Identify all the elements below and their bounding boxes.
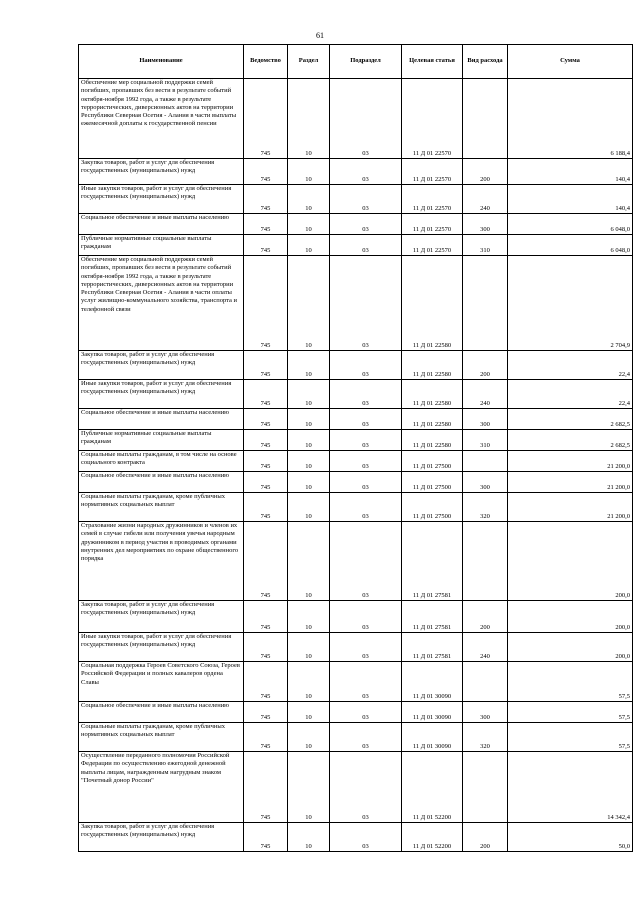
- cell-razdel: 10: [288, 522, 330, 601]
- table-row: [79, 662, 633, 702]
- cell-razdel: 10: [288, 451, 330, 472]
- budget-table: [78, 44, 633, 852]
- page-number: 61: [316, 31, 324, 40]
- cell-vedomstvo: 745: [244, 633, 288, 662]
- cell-summa: 200,0: [508, 522, 633, 601]
- cell-summa: 22,4: [508, 351, 633, 380]
- cell-vedomstvo: 745: [244, 493, 288, 522]
- cell-razdel: 10: [288, 662, 330, 702]
- cell-celevaya: 11 Д 01 22580: [402, 380, 463, 409]
- cell-vedomstvo: 745: [244, 451, 288, 472]
- table-row: [79, 159, 633, 185]
- cell-razdel: 10: [288, 723, 330, 752]
- cell-razdel: 10: [288, 633, 330, 662]
- cell-vid: 320: [463, 723, 508, 752]
- cell-summa: 2 682,5: [508, 409, 633, 430]
- cell-name: Социальное обеспечение и иные выплаты населению: [79, 409, 244, 430]
- cell-vid: 300: [463, 409, 508, 430]
- cell-vid: [463, 256, 508, 351]
- cell-celevaya: 11 Д 01 22580: [402, 351, 463, 380]
- cell-vid: 240: [463, 633, 508, 662]
- cell-vedomstvo: 745: [244, 256, 288, 351]
- cell-summa: 22,4: [508, 380, 633, 409]
- cell-razdel: 10: [288, 351, 330, 380]
- cell-celevaya: 11 Д 01 30090: [402, 702, 463, 723]
- cell-podrazdel: 03: [330, 430, 402, 451]
- cell-podrazdel: 03: [330, 409, 402, 430]
- table-row: [79, 256, 633, 351]
- cell-summa: 21 200,0: [508, 493, 633, 522]
- cell-summa: 50,0: [508, 823, 633, 852]
- cell-vedomstvo: 745: [244, 79, 288, 159]
- cell-vid: [463, 662, 508, 702]
- cell-summa: 57,5: [508, 662, 633, 702]
- cell-summa: 6 048,0: [508, 235, 633, 256]
- cell-vedomstvo: 745: [244, 823, 288, 852]
- cell-celevaya: 11 Д 01 27581: [402, 522, 463, 601]
- cell-summa: 6 188,4: [508, 79, 633, 159]
- cell-summa: 57,5: [508, 723, 633, 752]
- table-row: [79, 522, 633, 601]
- cell-celevaya: 11 Д 01 27500: [402, 493, 463, 522]
- cell-vedomstvo: 745: [244, 522, 288, 601]
- cell-vid: 320: [463, 493, 508, 522]
- cell-razdel: 10: [288, 409, 330, 430]
- cell-podrazdel: 03: [330, 185, 402, 214]
- cell-vid: 200: [463, 823, 508, 852]
- cell-vid: 200: [463, 351, 508, 380]
- cell-vid: 240: [463, 185, 508, 214]
- header-podrazdel: Подраздел: [330, 45, 402, 79]
- cell-vedomstvo: 745: [244, 723, 288, 752]
- cell-razdel: 10: [288, 472, 330, 493]
- cell-celevaya: 11 Д 01 52200: [402, 752, 463, 823]
- table-row: [79, 451, 633, 472]
- cell-name: Осуществление переданного полномочия Российской Федерации по осуществлению ежегодной денежной выплаты лицам, награжденным нагрудным знаком "Почетный донор России": [79, 752, 244, 823]
- cell-name: Социальное обеспечение и иные выплаты населению: [79, 472, 244, 493]
- cell-razdel: 10: [288, 752, 330, 823]
- cell-vedomstvo: 745: [244, 185, 288, 214]
- cell-vedomstvo: 745: [244, 235, 288, 256]
- cell-vedomstvo: 745: [244, 380, 288, 409]
- table-row: [79, 351, 633, 380]
- header-razdel: Раздел: [288, 45, 330, 79]
- cell-celevaya: 11 Д 01 27581: [402, 601, 463, 633]
- cell-podrazdel: 03: [330, 662, 402, 702]
- cell-podrazdel: 03: [330, 214, 402, 235]
- cell-vid: 300: [463, 702, 508, 723]
- table-row: [79, 79, 633, 159]
- cell-name: Иные закупки товаров, работ и услуг для обеспечения государственных (муниципальных) нужд: [79, 633, 244, 662]
- cell-podrazdel: 03: [330, 702, 402, 723]
- cell-name: Иные закупки товаров, работ и услуг для обеспечения государственных (муниципальных) нужд: [79, 185, 244, 214]
- cell-vedomstvo: 745: [244, 214, 288, 235]
- cell-celevaya: 11 Д 01 30090: [402, 723, 463, 752]
- table-row: [79, 752, 633, 823]
- cell-vedomstvo: 745: [244, 430, 288, 451]
- table-row: [79, 214, 633, 235]
- cell-name: Социальные выплаты гражданам, кроме публичных нормативных социальных выплат: [79, 723, 244, 752]
- cell-celevaya: 11 Д 01 27581: [402, 633, 463, 662]
- cell-vid: 300: [463, 214, 508, 235]
- header-vid: Вид расхода: [463, 45, 508, 79]
- cell-podrazdel: 03: [330, 235, 402, 256]
- cell-razdel: 10: [288, 493, 330, 522]
- cell-podrazdel: 03: [330, 380, 402, 409]
- cell-name: Социальная поддержка Героев Советского Союза, Героев Российской Федерации и полных кавалеров ордена Славы: [79, 662, 244, 702]
- cell-vid: 240: [463, 380, 508, 409]
- cell-vedomstvo: 745: [244, 752, 288, 823]
- cell-vedomstvo: 745: [244, 702, 288, 723]
- header-vedomstvo: Ведомство: [244, 45, 288, 79]
- cell-celevaya: 11 Д 01 22570: [402, 214, 463, 235]
- cell-celevaya: 11 Д 01 27500: [402, 472, 463, 493]
- cell-name: Закупка товаров, работ и услуг для обеспечения государственных (муниципальных) нужд: [79, 601, 244, 633]
- table-row: [79, 472, 633, 493]
- cell-vid: 310: [463, 235, 508, 256]
- cell-summa: 2 682,5: [508, 430, 633, 451]
- cell-celevaya: 11 Д 01 22580: [402, 409, 463, 430]
- cell-summa: 200,0: [508, 633, 633, 662]
- cell-name: Закупка товаров, работ и услуг для обеспечения государственных (муниципальных) нужд: [79, 159, 244, 185]
- cell-razdel: 10: [288, 601, 330, 633]
- cell-summa: 2 704,9: [508, 256, 633, 351]
- cell-podrazdel: 03: [330, 493, 402, 522]
- cell-razdel: 10: [288, 380, 330, 409]
- table-row: [79, 823, 633, 852]
- table-row: [79, 601, 633, 633]
- cell-summa: 57,5: [508, 702, 633, 723]
- header-summa: Сумма: [508, 45, 633, 79]
- cell-vedomstvo: 745: [244, 662, 288, 702]
- cell-podrazdel: 03: [330, 351, 402, 380]
- cell-razdel: 10: [288, 430, 330, 451]
- cell-podrazdel: 03: [330, 451, 402, 472]
- cell-celevaya: 11 Д 01 22580: [402, 256, 463, 351]
- cell-razdel: 10: [288, 159, 330, 185]
- cell-summa: 21 200,0: [508, 472, 633, 493]
- cell-name: Иные закупки товаров, работ и услуг для обеспечения государственных (муниципальных) нужд: [79, 380, 244, 409]
- cell-celevaya: 11 Д 01 22570: [402, 235, 463, 256]
- cell-celevaya: 11 Д 01 52200: [402, 823, 463, 852]
- cell-podrazdel: 03: [330, 723, 402, 752]
- cell-vid: [463, 451, 508, 472]
- cell-razdel: 10: [288, 702, 330, 723]
- table-row: [79, 723, 633, 752]
- cell-podrazdel: 03: [330, 601, 402, 633]
- cell-podrazdel: 03: [330, 79, 402, 159]
- table-row: [79, 185, 633, 214]
- cell-podrazdel: 03: [330, 256, 402, 351]
- cell-vedomstvo: 745: [244, 409, 288, 430]
- cell-vid: [463, 522, 508, 601]
- table-header-row: [79, 45, 633, 79]
- cell-celevaya: 11 Д 01 27500: [402, 451, 463, 472]
- table-row: [79, 702, 633, 723]
- table-row: [79, 235, 633, 256]
- cell-name: Обеспечение мер социальной поддержки семей погибших, пропавших без вести в результате событий октября-ноября 1992 года, а также в результате террористических, диверсионных актов на территории Республики Северная Осетия - Алания в части выплаты ежемесячной доплаты к государственной пенсии: [79, 79, 244, 159]
- cell-podrazdel: 03: [330, 522, 402, 601]
- cell-podrazdel: 03: [330, 633, 402, 662]
- cell-name: Социальные выплаты гражданам, в том числе на основе социального контракта: [79, 451, 244, 472]
- cell-vid: 310: [463, 430, 508, 451]
- table-row: [79, 380, 633, 409]
- cell-celevaya: 11 Д 01 22570: [402, 159, 463, 185]
- cell-summa: 140,4: [508, 185, 633, 214]
- cell-razdel: 10: [288, 79, 330, 159]
- cell-summa: 6 048,0: [508, 214, 633, 235]
- cell-celevaya: 11 Д 01 22570: [402, 79, 463, 159]
- cell-name: Публичные нормативные социальные выплаты гражданам: [79, 235, 244, 256]
- cell-name: Социальное обеспечение и иные выплаты населению: [79, 702, 244, 723]
- cell-razdel: 10: [288, 185, 330, 214]
- cell-vedomstvo: 745: [244, 351, 288, 380]
- cell-celevaya: 11 Д 01 30090: [402, 662, 463, 702]
- cell-podrazdel: 03: [330, 472, 402, 493]
- header-celevaya: Целевая статья: [402, 45, 463, 79]
- cell-vid: 200: [463, 159, 508, 185]
- cell-name: Социальные выплаты гражданам, кроме публичных нормативных социальных выплат: [79, 493, 244, 522]
- cell-vedomstvo: 745: [244, 159, 288, 185]
- cell-name: Страхование жизни народных дружинников и членов их семей в случае гибели или получения увечья народным дружинником в период участия в проводимых органами внутренних дел мероприятиях по охране общественного порядка: [79, 522, 244, 601]
- cell-podrazdel: 03: [330, 752, 402, 823]
- cell-vid: [463, 752, 508, 823]
- cell-summa: 21 200,0: [508, 451, 633, 472]
- cell-vedomstvo: 745: [244, 601, 288, 633]
- cell-podrazdel: 03: [330, 823, 402, 852]
- cell-vid: 200: [463, 601, 508, 633]
- cell-razdel: 10: [288, 256, 330, 351]
- cell-vid: [463, 79, 508, 159]
- cell-summa: 200,0: [508, 601, 633, 633]
- cell-razdel: 10: [288, 235, 330, 256]
- cell-razdel: 10: [288, 823, 330, 852]
- cell-name: Публичные нормативные социальные выплаты гражданам: [79, 430, 244, 451]
- cell-summa: 140,4: [508, 159, 633, 185]
- cell-podrazdel: 03: [330, 159, 402, 185]
- cell-summa: 14 342,4: [508, 752, 633, 823]
- cell-celevaya: 11 Д 01 22580: [402, 430, 463, 451]
- cell-vid: 300: [463, 472, 508, 493]
- cell-razdel: 10: [288, 214, 330, 235]
- header-name: Наименование: [79, 45, 244, 79]
- table-row: [79, 493, 633, 522]
- cell-name: Закупка товаров, работ и услуг для обеспечения государственных (муниципальных) нужд: [79, 823, 244, 852]
- cell-name: Закупка товаров, работ и услуг для обеспечения государственных (муниципальных) нужд: [79, 351, 244, 380]
- cell-celevaya: 11 Д 01 22570: [402, 185, 463, 214]
- cell-name: Социальное обеспечение и иные выплаты населению: [79, 214, 244, 235]
- cell-vedomstvo: 745: [244, 472, 288, 493]
- cell-name: Обеспечение мер социальной поддержки семей погибших, пропавших без вести в результате событий октября-ноября 1992 года, а также в результате террористических, диверсионных актов на территории Республики Северная Осетия - Алания в части оплаты услуг жилищно-коммунального хозяйства, транспорта и телефонной связи: [79, 256, 244, 351]
- table-row: [79, 409, 633, 430]
- table-row: [79, 430, 633, 451]
- table-row: [79, 633, 633, 662]
